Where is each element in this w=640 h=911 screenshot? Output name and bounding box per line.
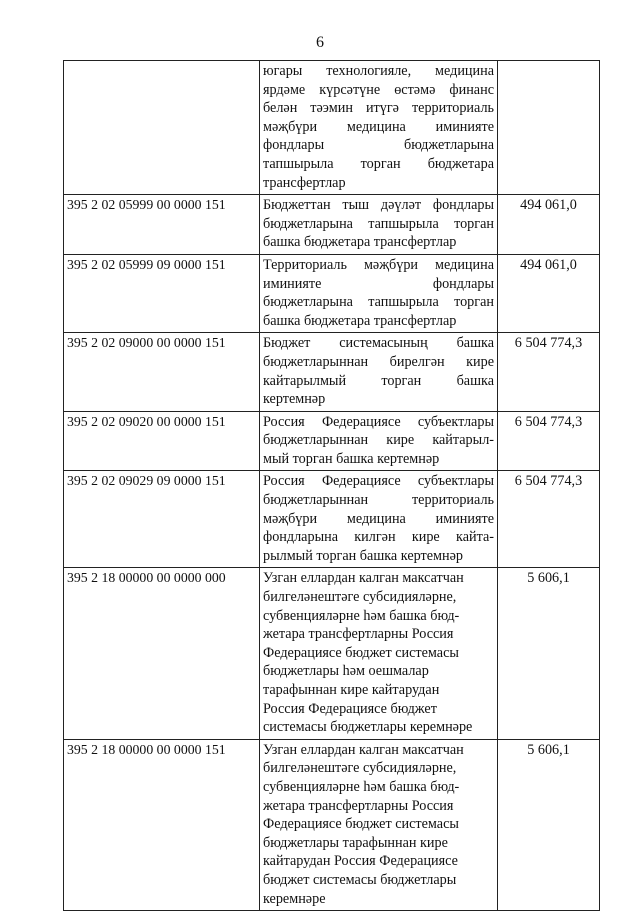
table-row [64,195,600,255]
table-row [64,254,600,332]
income-name-line: бюджетларына тапшырыла торган [263,294,494,311]
income-name-line: жетара трансфертларны Россия [263,797,454,814]
amount-cell: 6 504 774,3 [498,333,600,411]
income-name-line: Территориаль мәҗбүри медицина [263,256,494,273]
income-name-cell [260,61,498,195]
income-name-line: билгеләнештәге субсидияләрне, [263,760,457,777]
budget-code-cell: 395 2 02 05999 00 0000 151 [64,195,260,255]
income-name-line: жетара трансфертларны Россия [263,626,454,643]
budget-code-cell: 395 2 18 00000 00 0000 151 [64,739,260,910]
budget-code-cell: 395 2 02 09020 00 0000 151 [64,411,260,471]
income-name-cell [260,254,498,332]
budget-table [63,60,600,911]
amount-cell: 5 606,1 [498,568,600,739]
income-name-cell [260,411,498,471]
income-name-line: субвенцияләрне һәм башка бюд- [263,607,460,624]
table-row [64,61,600,195]
income-name-line: башка бюджетара трансфертлар [263,234,457,251]
income-name-line: югары технологияле, медицина [263,63,494,79]
budget-code-cell [64,61,260,195]
income-name-line: ярдәме күрсәтүне өстәмә финанс [263,81,494,98]
income-name-line: бюджетларына тапшырыла торган [263,215,494,232]
income-name-line: иминияте фондлары [263,275,494,292]
income-name-cell [260,195,498,255]
income-name-line: кайтарудан Россия Федерациясе [263,853,458,870]
income-name-line: бюджетларыннан кире кайтарыл- [263,432,494,449]
income-name-line: фондларына килгән кире кайта- [263,529,494,546]
income-name-line: системасы бюджетлары керемнәре [263,719,473,736]
income-name-line: Узган еллардан калган максатчан [263,741,464,758]
income-name-line: тарафыннан кире кайтарудан [263,682,440,698]
income-name-line: мәҗбүри медицина иминияте [263,510,494,527]
amount-cell: 6 504 774,3 [498,471,600,568]
income-name-line: билгеләнештәге субсидияләрне, [263,589,457,606]
income-name-cell [260,739,498,910]
income-name-line: бюджетларыннан бирелгән кире [263,353,494,370]
table-row [64,333,600,411]
income-name-cell [260,471,498,568]
income-name-line: рылмый торган башка кертемнәр [263,547,463,564]
budget-code-cell: 395 2 02 05999 09 0000 151 [64,254,260,332]
income-name-line: Россия Федерациясе субъектлары [263,413,494,430]
budget-code-cell: 395 2 18 00000 00 0000 000 [64,568,260,739]
income-name-cell [260,333,498,411]
budget-code-cell: 395 2 02 09000 00 0000 151 [64,333,260,411]
income-name-line: бюджетлары тарафыннан кире [263,834,448,851]
amount-cell: 6 504 774,3 [498,411,600,471]
budget-code-cell: 395 2 02 09029 09 0000 151 [64,471,260,568]
income-name-line: субвенцияләрне һәм башка бюд- [263,778,460,795]
amount-cell: 5 606,1 [498,739,600,910]
income-name-line: кертемнәр [263,391,326,408]
income-name-line: Россия Федерациясе бюджет [263,700,437,717]
table-row [64,568,600,739]
income-name-line: кайтарылмый торган башка [263,372,494,389]
table-row [64,471,600,568]
income-name-line: бюджетлары һәм оешмалар [263,663,429,680]
table-row [64,411,600,471]
income-name-line: белән тәэмин итүгә территориаль [263,100,494,117]
income-name-line: мый торган башка кертемнәр [263,450,440,467]
page-number: 6 [316,34,324,51]
income-name-line: фондлары бюджетларына [263,137,494,154]
income-name-line: Бюджеттан тыш дәүләт фондлары [263,197,494,214]
income-name-line: бюджетларыннан территориаль [263,492,494,509]
income-name-line: Россия Федерациясе субъектлары [263,473,494,490]
budget-table-body [64,61,600,911]
income-name-line: тапшырыла торган бюджетара [263,155,494,172]
amount-cell: 494 061,0 [498,254,600,332]
income-name-cell [260,568,498,739]
table-row [64,739,600,910]
income-name-line: Федерациясе бюджет системасы [263,816,459,833]
amount-cell: 494 061,0 [498,195,600,255]
income-name-line: Федерациясе бюджет системасы [263,644,459,661]
income-name-line: Бюджет системасының башка [263,335,494,352]
income-name-line: трансфертлар [263,174,346,191]
income-name-line: бюджет системасы бюджетлары [263,871,457,888]
income-name-line: башка бюджетара трансфертлар [263,312,457,329]
income-name-line: керемнәре [263,890,326,907]
amount-cell [498,61,600,195]
income-name-line: мәҗбүри медицина иминияте [263,118,494,135]
income-name-line: Узган еллардан калган максатчан [263,570,464,587]
